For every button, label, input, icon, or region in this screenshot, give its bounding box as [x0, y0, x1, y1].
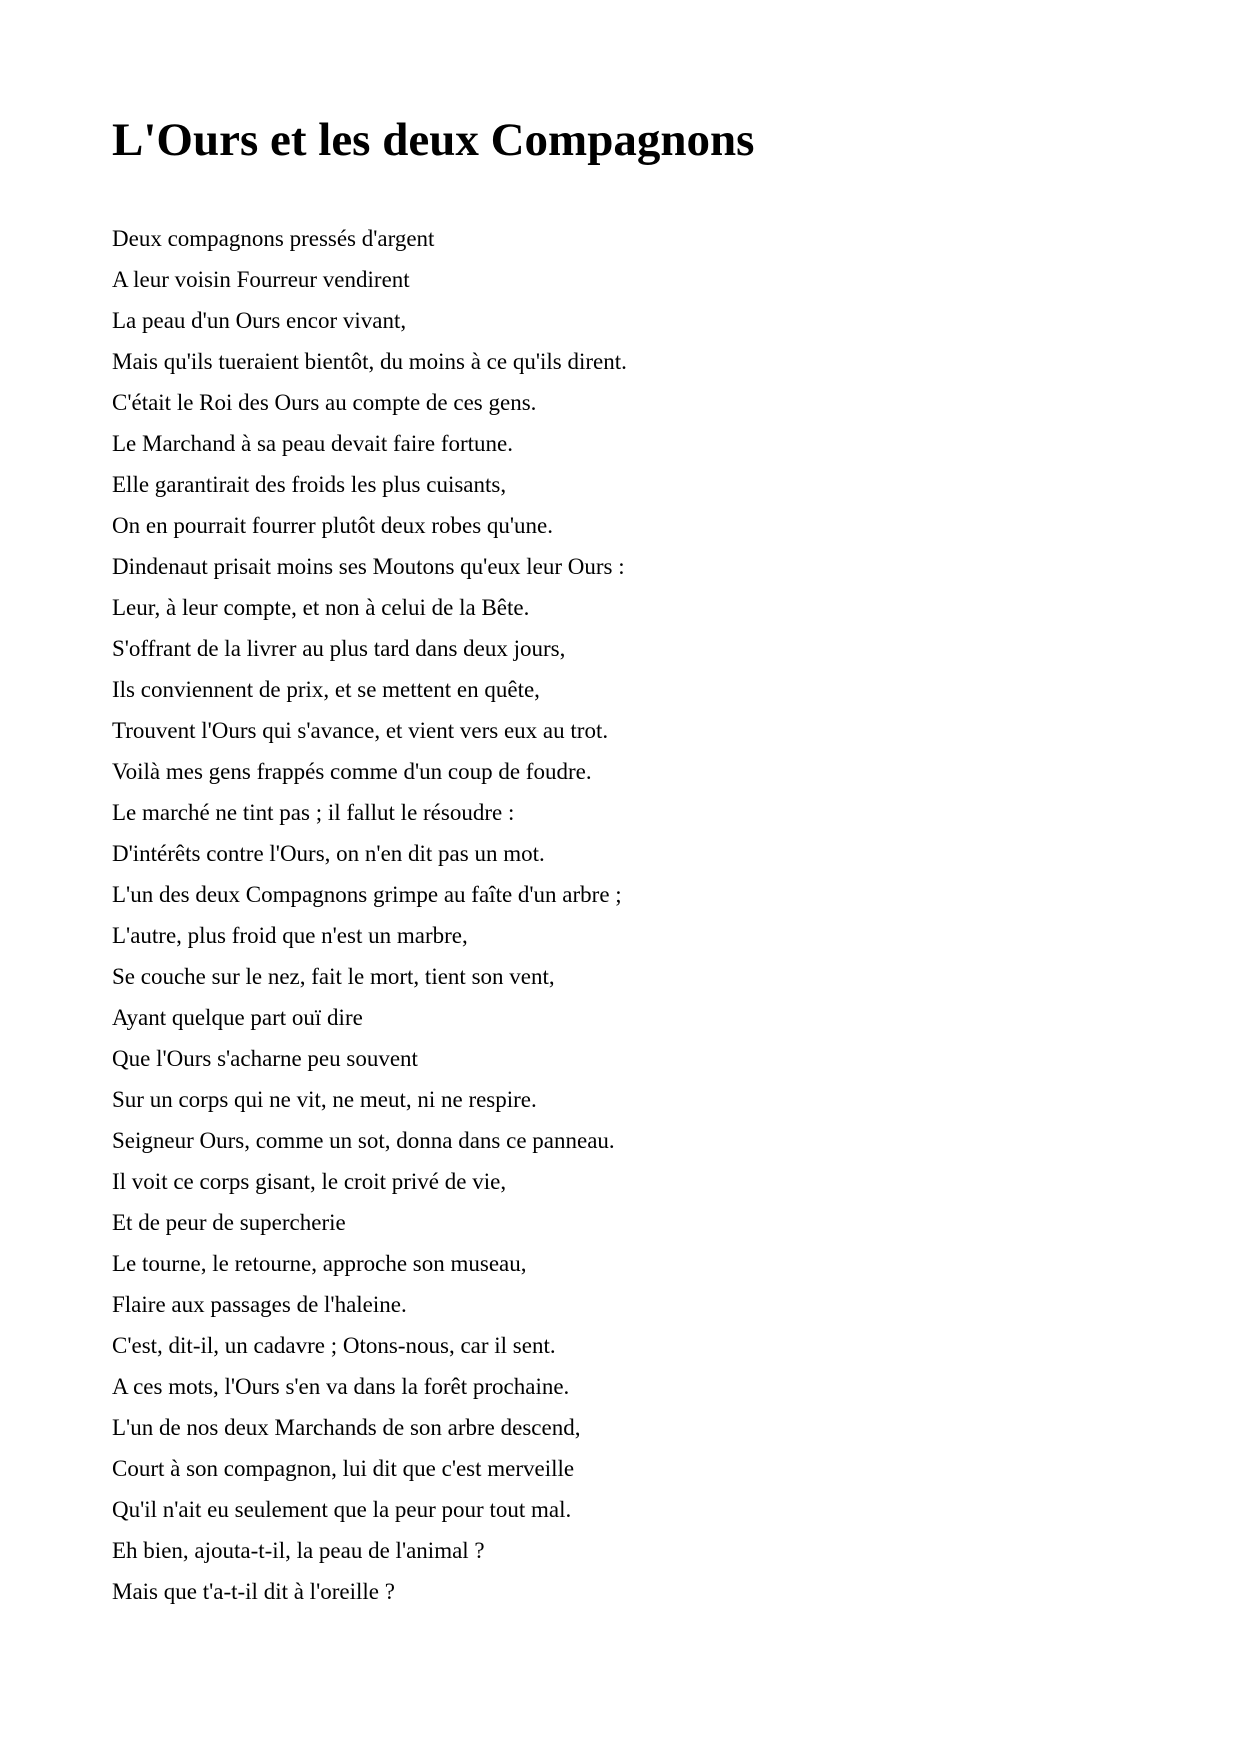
poem-line: A ces mots, l'Ours s'en va dans la forêt prochaine.: [112, 1374, 570, 1399]
poem-title: L'Ours et les deux Compagnons: [112, 114, 755, 166]
poem-line: Mais qu'ils tueraient bientôt, du moins à ce qu'ils dirent.: [112, 349, 627, 374]
poem-line: Flaire aux passages de l'haleine.: [112, 1292, 407, 1317]
poem-line: On en pourrait fourrer plutôt deux robes qu'une.: [112, 513, 554, 538]
poem-body: [112, 218, 627, 1612]
poem-line: L'autre, plus froid que n'est un marbre,: [112, 923, 468, 948]
poem-line: L'un de nos deux Marchands de son arbre descend,: [112, 1415, 581, 1440]
poem-line: Seigneur Ours, comme un sot, donna dans ce panneau.: [112, 1128, 615, 1153]
poem-line: C'est, dit-il, un cadavre ; Otons-nous, car il sent.: [112, 1333, 556, 1358]
poem-line: Dindenaut prisait moins ses Moutons qu'eux leur Ours :: [112, 554, 625, 579]
poem-line: Il voit ce corps gisant, le croit privé de vie,: [112, 1169, 507, 1194]
poem-line: Le tourne, le retourne, approche son museau,: [112, 1251, 527, 1276]
poem-line: Qu'il n'ait eu seulement que la peur pour tout mal.: [112, 1497, 572, 1522]
poem-line: Le marché ne tint pas ; il fallut le résoudre :: [112, 800, 515, 825]
poem-line: Ils conviennent de prix, et se mettent en quête,: [112, 677, 540, 702]
poem-line: La peau d'un Ours encor vivant,: [112, 308, 407, 333]
poem-line: Trouvent l'Ours qui s'avance, et vient vers eux au trot.: [112, 718, 609, 743]
poem-line: Mais que t'a-t-il dit à l'oreille ?: [112, 1579, 395, 1604]
poem-line: Que l'Ours s'acharne peu souvent: [112, 1046, 418, 1071]
poem-line: C'était le Roi des Ours au compte de ces gens.: [112, 390, 537, 415]
poem-line: Et de peur de supercherie: [112, 1210, 346, 1235]
poem-line: Court à son compagnon, lui dit que c'est merveille: [112, 1456, 575, 1481]
poem-line: Le Marchand à sa peau devait faire fortune.: [112, 431, 514, 456]
poem-line: Ayant quelque part ouï dire: [112, 1005, 363, 1030]
poem-line: L'un des deux Compagnons grimpe au faîte d'un arbre ;: [112, 882, 622, 907]
poem-line: Voilà mes gens frappés comme d'un coup de foudre.: [112, 759, 592, 784]
poem-line: Eh bien, ajouta-t-il, la peau de l'animal ?: [112, 1538, 485, 1563]
poem-line: Sur un corps qui ne vit, ne meut, ni ne respire.: [112, 1087, 537, 1112]
poem-line: Elle garantirait des froids les plus cuisants,: [112, 472, 507, 497]
poem-line: Leur, à leur compte, et non à celui de la Bête.: [112, 595, 530, 620]
poem-line: D'intérêts contre l'Ours, on n'en dit pas un mot.: [112, 841, 545, 866]
poem-line: Se couche sur le nez, fait le mort, tient son vent,: [112, 964, 555, 989]
poem-line: A leur voisin Fourreur vendirent: [112, 267, 410, 292]
poem-line: Deux compagnons pressés d'argent: [112, 226, 435, 251]
poem-line: S'offrant de la livrer au plus tard dans deux jours,: [112, 636, 566, 661]
